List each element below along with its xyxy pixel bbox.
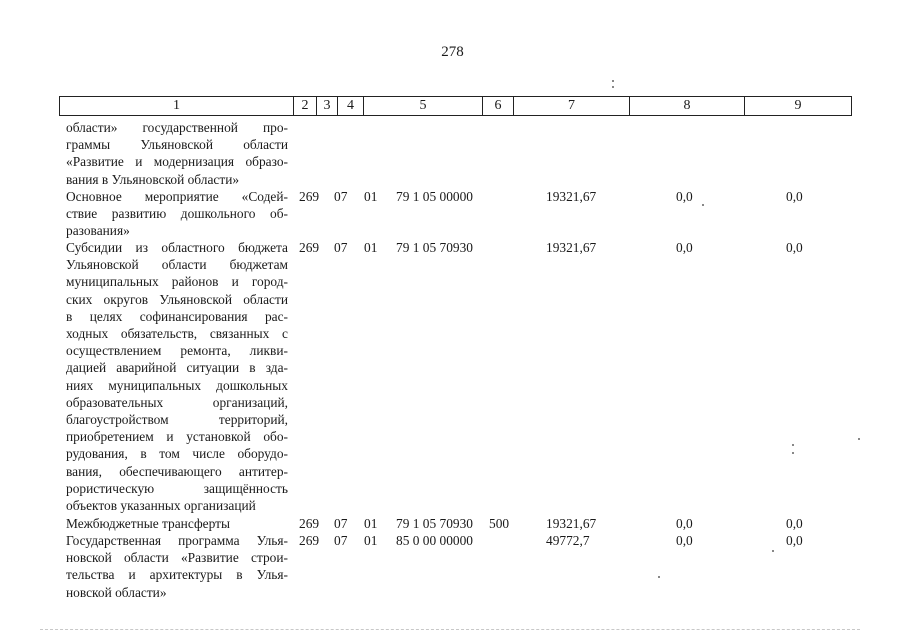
description-line: образовательных организаций, [66,394,288,410]
description-line: объектов указанных организаций [66,498,256,514]
page-number: 278 [441,44,464,60]
cell-target-article: 85 0 00 00000 [396,533,473,548]
header-col-3: 3 [317,97,338,115]
cell-section: 07 [334,533,348,548]
header-col-7: 7 [514,97,630,115]
description-line: новской области «Развитие строи- [66,550,288,566]
description-line: ходных обязательств, связанных с [66,326,288,342]
cell-amount-1: 19321,67 [546,516,597,531]
cell-subsection: 01 [364,516,378,531]
description-line: рудования, в том числе оборудо- [66,446,288,462]
cell-amount-2: 0,0 [676,240,693,255]
description-line: Государственная программа Улья- [66,533,288,548]
header-col-1: 1 [60,97,294,115]
description-line: в целях софинансирования рас- [66,308,288,324]
cell-amount-3: 0,0 [786,189,803,204]
cell-amount-3: 0,0 [786,516,803,531]
description-line: разования» [66,223,130,239]
description-line: тельства и архитектуры в Улья- [66,567,288,583]
description-line: Субсидии из областного бюджета [66,240,288,255]
description-line: Межбюджетные трансферты [66,516,230,531]
scan-speck [612,86,614,88]
description-line: приобретением и установкой обо- [66,429,288,445]
header-col-2: 2 [294,97,317,115]
cell-subsection: 01 [364,189,378,204]
row-description [66,119,288,188]
header-col-5: 5 [364,97,483,115]
row-description [66,515,288,532]
cell-ministry-code: 269 [299,189,320,204]
description-line: Основное мероприятие «Содей- [66,189,288,204]
description-line: благоустройством территорий, [66,412,288,428]
description-line: Ульяновской области бюджетам [66,257,288,273]
scan-speck [702,204,704,206]
cell-ministry-code: 269 [299,240,320,255]
description-line: вания в Ульяновской области» [66,171,240,187]
header-col-4: 4 [338,97,364,115]
cell-subsection: 01 [364,533,378,548]
header-col-9: 9 [794,98,802,113]
description-line: рористическую защищённость [66,480,288,496]
cell-amount-1: 19321,67 [546,240,597,255]
description-line: области» государственной про- [66,120,288,135]
row-description [66,239,288,514]
cell-ministry-code: 269 [299,516,320,531]
header-col-8: 8 [630,97,745,115]
description-line: ствие развитию дошкольного об- [66,206,288,222]
scan-speck [612,80,614,82]
cell-subsection: 01 [364,240,378,255]
cell-target-article: 79 1 05 70930 [396,516,473,531]
scan-speck [792,452,794,454]
cell-amount-2: 0,0 [676,189,693,204]
cell-section: 07 [334,240,348,255]
description-line: осуществлением ремонта, ликви- [66,343,288,359]
description-line: новской области» [66,584,167,600]
row-description [66,188,288,240]
description-line: дацией аварийной ситуации в зда- [66,360,288,376]
cell-target-article: 79 1 05 70930 [396,240,473,255]
scan-edge-line [40,629,860,631]
cell-amount-3: 0,0 [786,533,803,548]
cell-section: 07 [334,516,348,531]
table-header [59,96,852,116]
scan-speck [792,444,794,446]
description-line: ниях муниципальных дошкольных [66,377,288,393]
description-line: муниципальных районов и город- [66,274,288,290]
cell-expense-type: 500 [489,516,510,531]
description-line: граммы Ульяновской области [66,137,288,153]
scan-speck [858,438,860,440]
row-description [66,532,288,601]
cell-target-article: 79 1 05 00000 [396,189,473,204]
header-col-6: 6 [483,97,514,115]
description-line: «Развитие и модернизация образо- [66,154,288,170]
cell-amount-2: 0,0 [676,533,693,548]
cell-ministry-code: 269 [299,533,320,548]
scan-speck [772,550,774,552]
description-line: вания, обеспечивающего антитер- [66,463,288,479]
cell-section: 07 [334,189,348,204]
cell-amount-1: 49772,7 [546,533,590,548]
scan-speck [658,576,660,578]
description-line: ских округов Ульяновской области [66,291,288,307]
cell-amount-2: 0,0 [676,516,693,531]
cell-amount-3: 0,0 [786,240,803,255]
cell-amount-1: 19321,67 [546,189,597,204]
